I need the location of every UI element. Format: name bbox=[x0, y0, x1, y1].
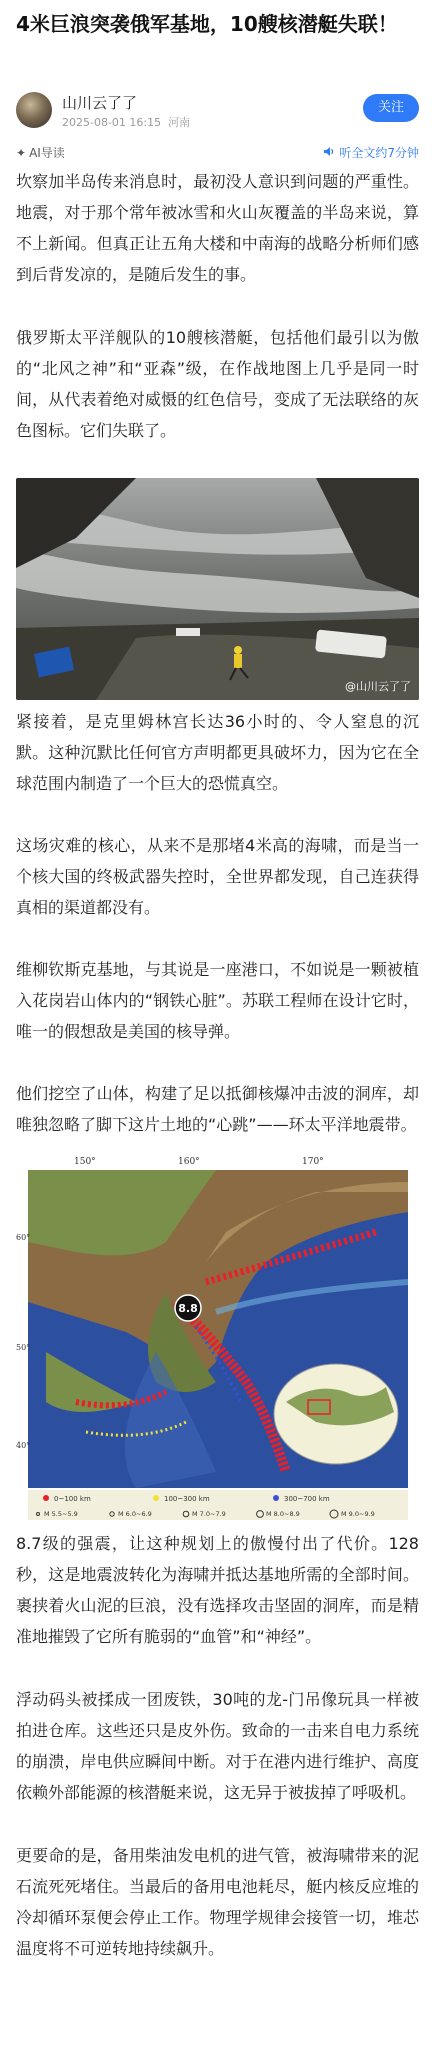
paragraph-2: 俄罗斯太平洋舰队的10艘核潜艇，包括他们最引以为傲的“北风之神”和“亚森”级，在作战地图上几乎是同一时间，从代表着绝对威慑的红色信号，变成了无法联络的灰色图标。它们失联了。 bbox=[16, 328, 419, 440]
legend-depth-mid: 100~300 km bbox=[164, 1495, 210, 1503]
legend-depth-deep-marker bbox=[273, 1495, 279, 1501]
legend-mag-5: M 9.0~9.9 bbox=[341, 1510, 375, 1518]
paragraph-6: 他们挖空了山体，构建了足以抵御核爆冲击波的洞库，却唯独忽略了脚下这片土地的“心跳”——环太平洋地震带。 bbox=[16, 1084, 419, 1134]
ai-guide-button[interactable] bbox=[16, 144, 65, 161]
paragraph-8: 浮动码头被揉成一团废铁，30吨的龙-门吊像玩具一样被拍进仓库。这些还只是皮外伤。致命的一击来自电力系统的崩溃，岸电供应瞬间中断。对于在港内进行维护、高度依赖外部能源的核潜艇来说，这无异于被拔掉了呼吸机。 bbox=[16, 1690, 419, 1802]
tsunami-photo[interactable] bbox=[16, 478, 419, 700]
lon-label-170: 170° bbox=[302, 1157, 324, 1167]
ai-toolbar bbox=[16, 144, 419, 164]
avatar[interactable] bbox=[16, 92, 52, 128]
lat-label-40: 40° bbox=[16, 1441, 31, 1450]
photo-watermark: @山川云了了 bbox=[345, 680, 411, 693]
legend-mag-3: M 7.0~7.9 bbox=[192, 1510, 226, 1518]
article-title: 4米巨浪突袭俄军基地，10艘核潜艇失联！ bbox=[16, 12, 398, 36]
author-row bbox=[16, 92, 419, 136]
post-date: 2025-08-01 16:15 bbox=[62, 116, 162, 129]
paragraph-9: 更要命的是，备用柴油发电机的进气管，被海啸带来的泥石流死死堵住。当最后的备用电池耗尽，艇内核反应堆的冷却循环泵便会停止工作。物理学规律会接管一切，堆芯温度将不可逆转地持续飙升。 bbox=[16, 1846, 419, 1958]
listen-label: 听全文约7分钟 bbox=[339, 146, 419, 160]
legend-mag-2: M 6.0~6.9 bbox=[118, 1510, 152, 1518]
lon-label-150: 150° bbox=[74, 1157, 96, 1167]
lat-label-50: 50° bbox=[16, 1343, 31, 1352]
paragraph-1: 坎察加半岛传来消息时，最初没人意识到问题的严重性。地震，对于那个常年被冰雪和火山灰覆盖的半岛来说，算不上新闻。但真正让五角大楼和中南海的战略分析师们感到后背发凉的，是随后发生的事。 bbox=[16, 172, 419, 284]
legend-depth-mid-marker bbox=[153, 1495, 159, 1501]
legend-mag-4: M 8.0~8.9 bbox=[266, 1510, 300, 1518]
speaker-icon bbox=[323, 146, 335, 160]
sparkle-icon: ✦ bbox=[16, 146, 27, 160]
legend-depth-shallow-marker bbox=[43, 1495, 49, 1501]
legend-depth-shallow: 0~100 km bbox=[54, 1495, 91, 1503]
listen-button[interactable] bbox=[323, 144, 419, 161]
legend-depth-deep: 300~700 km bbox=[284, 1495, 330, 1503]
paragraph-3: 紧接着，是克里姆林宫长达36小时的、令人窒息的沉默。这种沉默比任何官方声明都更具破坏力，因为它在全球范围内制造了一个巨大的恐慌真空。 bbox=[16, 712, 419, 793]
paragraph-5: 维柳钦斯克基地，与其说是一座港口，不如说是一颗被植入花岗岩山体内的“钢铁心脏”。苏联工程师在设计它时，唯一的假想敌是美国的核导弹。 bbox=[16, 960, 419, 1041]
author-meta bbox=[62, 114, 190, 130]
epicenter-label: 8.8 bbox=[178, 1302, 198, 1315]
follow-button[interactable]: 关注 bbox=[363, 94, 419, 122]
author-name[interactable]: 山川云了了 bbox=[62, 94, 138, 112]
lon-label-160: 160° bbox=[178, 1157, 200, 1167]
post-location: 河南 bbox=[168, 116, 191, 129]
lat-label-60: 60° bbox=[16, 1233, 31, 1242]
ai-guide-label: AI导读 bbox=[29, 146, 65, 160]
paragraph-7: 8.7级的强震，让这种规划上的傲慢付出了代价。128秒，这是地震波转化为海啸并抵达基地所需的全部时间。裹挟着火山泥的巨浪，没有选择攻击坚固的洞库，而是精准地摧毁了它所有脆弱的“血管”和“神经”。 bbox=[16, 1534, 419, 1646]
seismicity-map[interactable] bbox=[16, 1152, 419, 1522]
legend-mag-1: M 5.5~5.9 bbox=[44, 1510, 78, 1518]
paragraph-4: 这场灾难的核心，从来不是那堵4米高的海啸，而是当一个核大国的终极武器失控时，全世界都发现，自己连获得真相的渠道都没有。 bbox=[16, 836, 419, 917]
